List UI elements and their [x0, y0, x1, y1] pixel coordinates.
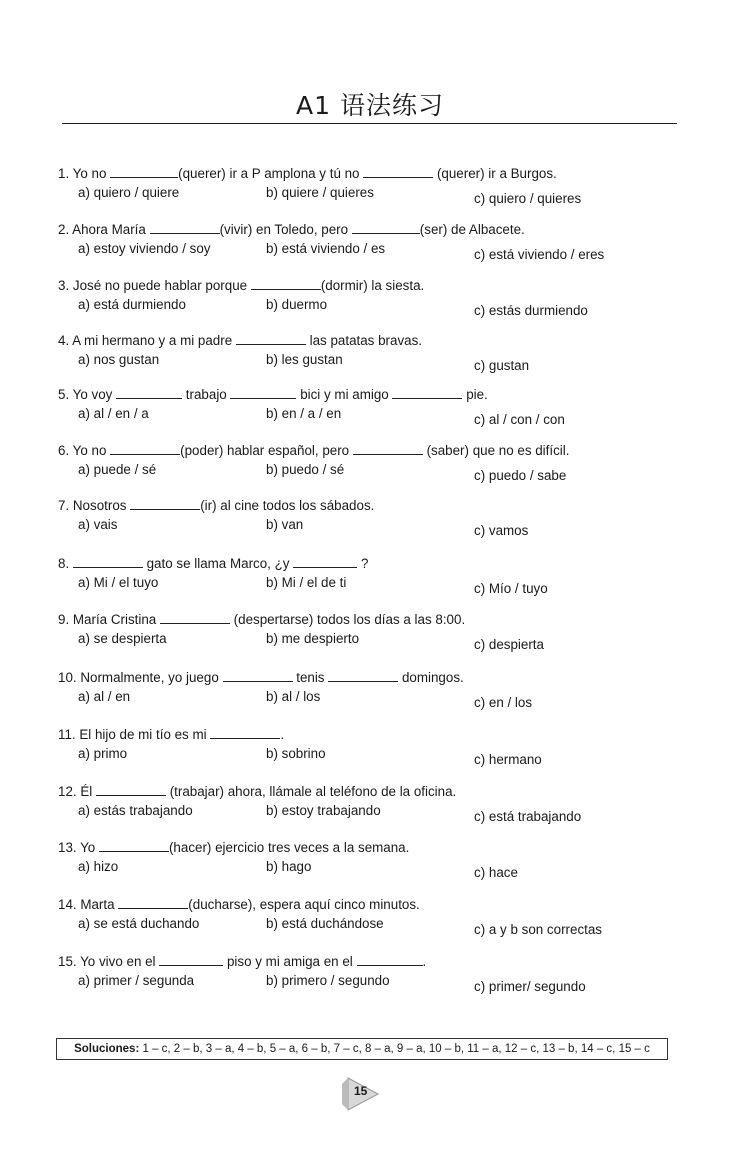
title-underline [62, 123, 677, 124]
option-a: a) primer / segunda [78, 973, 195, 988]
question-text: (saber) que no es difícil. [422, 443, 570, 458]
question-item [0, 498, 750, 548]
question-text: ? [357, 556, 369, 571]
question-item [0, 333, 750, 383]
question-text: . [280, 727, 285, 742]
solutions-box [56, 1038, 668, 1060]
option-a: a) primo [78, 746, 128, 761]
answer-blank [130, 498, 200, 510]
answer-blank [352, 222, 420, 234]
answer-blank [223, 670, 293, 682]
question-item [0, 387, 750, 437]
option-c: c) vamos [474, 523, 529, 538]
question-item [0, 897, 750, 947]
option-b: b) está viviendo / es [266, 241, 386, 256]
option-c: c) puedo / sabe [474, 468, 567, 483]
answer-blank [230, 387, 296, 399]
answer-blank [99, 840, 169, 852]
option-c: c) está viviendo / eres [474, 247, 605, 262]
question-text: 3. José no puede hablar porque [58, 278, 251, 293]
question-item [0, 670, 750, 720]
question-stem [58, 612, 465, 627]
question-text: . [422, 954, 427, 969]
option-c: c) quiero / quieres [474, 191, 582, 206]
question-text: 14. Marta [58, 897, 119, 912]
answer-blank [357, 954, 423, 966]
option-a: a) hizo [78, 859, 119, 874]
question-stem [58, 278, 424, 293]
question-text: (hacer) ejercicio tres veces a la semana. [168, 840, 410, 855]
option-b: b) sobrino [266, 746, 326, 761]
option-c: c) Mío / tuyo [474, 581, 548, 596]
question-text: trabajo [182, 387, 231, 402]
question-text: domingos. [398, 670, 464, 685]
question-stem [58, 222, 525, 237]
question-text: 11. El hijo de mi tío es mi [58, 727, 211, 742]
question-text: 15. Yo vivo en el [58, 954, 160, 969]
page-title: A1 语法练习 [296, 91, 444, 120]
page-number: 15 [354, 1084, 368, 1098]
question-text: (querer) ir a Burgos. [433, 166, 557, 181]
option-a: a) al / en [78, 689, 131, 704]
question-stem [58, 727, 284, 742]
page-number-badge [338, 1074, 386, 1114]
question-stem [58, 498, 374, 513]
solutions-text: 1 – c, 2 – b, 3 – a, 4 – b, 5 – a, 6 – b, 7 – c, 8 – a, 9 – a, 10 – b, 11 – a, 12 – c, 13 – b, 14 – c, 15 – c [139, 1043, 650, 1055]
option-b: b) estoy trabajando [266, 803, 381, 818]
option-a: a) se está duchando [78, 916, 200, 931]
option-b: b) hago [266, 859, 312, 874]
question-item [0, 784, 750, 834]
option-b: b) duermo [266, 297, 328, 312]
answer-blank [392, 387, 462, 399]
question-text: (ser) de Albacete. [419, 222, 525, 237]
answer-blank [160, 612, 230, 624]
option-a: a) está durmiendo [78, 297, 186, 312]
answer-blank [363, 166, 433, 178]
answer-blank [150, 222, 220, 234]
solutions-label: Soluciones: [74, 1043, 140, 1055]
option-c: c) está trabajando [474, 809, 582, 824]
question-text: (querer) ir a P amplona y tú no [178, 166, 364, 181]
question-text: 7. Nosotros [58, 498, 131, 513]
option-b: b) en / a / en [266, 406, 342, 421]
question-text: 6. Yo no [58, 443, 111, 458]
question-stem [58, 166, 557, 181]
question-stem [58, 670, 464, 685]
question-stem [58, 556, 368, 571]
question-text: 9. María Cristina [58, 612, 160, 627]
option-b: b) puedo / sé [266, 462, 345, 477]
question-item [0, 222, 750, 272]
answer-blank [159, 954, 223, 966]
answer-blank [96, 784, 166, 796]
question-text: (despertarse) todos los días a las 8:00. [229, 612, 466, 627]
option-a: a) Mi / el tuyo [78, 575, 159, 590]
question-text: (vivir) en Toledo, pero [219, 222, 352, 237]
option-a: a) se despierta [78, 631, 167, 646]
answer-blank [116, 387, 182, 399]
option-c: c) al / con / con [474, 412, 565, 427]
question-text: piso y mi amiga en el [223, 954, 357, 969]
answer-blank [293, 556, 357, 568]
question-item [0, 443, 750, 493]
option-a: a) al / en / a [78, 406, 149, 421]
question-text: (ducharse), espera aquí cinco minutos. [188, 897, 420, 912]
option-a: a) estás trabajando [78, 803, 193, 818]
question-stem [58, 840, 409, 855]
option-c: c) en / los [474, 695, 533, 710]
question-stem [58, 784, 456, 799]
question-text: (dormir) la siesta. [320, 278, 425, 293]
answer-blank [118, 897, 188, 909]
option-a: a) vais [78, 517, 118, 532]
question-item [0, 954, 750, 1004]
question-text: tenis [292, 670, 329, 685]
option-b: b) les gustan [266, 352, 343, 367]
question-text: 2. Ahora María [58, 222, 150, 237]
question-text: 13. Yo [58, 840, 99, 855]
question-item [0, 278, 750, 328]
question-text: (poder) hablar español, pero [180, 443, 353, 458]
option-a: a) nos gustan [78, 352, 160, 367]
option-b: b) quiere / quieres [266, 185, 374, 200]
option-c: c) primer/ segundo [474, 979, 586, 994]
question-text: las patatas bravas. [305, 333, 423, 348]
option-a: a) estoy viviendo / soy [78, 241, 211, 256]
answer-blank [328, 670, 398, 682]
answer-blank [73, 556, 143, 568]
question-stem [58, 387, 488, 402]
question-text: 10. Normalmente, yo juego [58, 670, 223, 685]
option-b: b) al / los [266, 689, 321, 704]
question-stem [58, 333, 422, 348]
question-stem [58, 897, 420, 912]
question-text: 8. [58, 556, 73, 571]
question-item [0, 840, 750, 890]
answer-blank [353, 443, 423, 455]
answer-blank [110, 443, 180, 455]
option-c: c) gustan [474, 358, 530, 373]
option-c: c) estás durmiendo [474, 303, 588, 318]
question-text: gato se llama Marco, ¿y [142, 556, 294, 571]
option-c: c) hermano [474, 752, 542, 767]
answer-blank [210, 727, 280, 739]
question-text: 5. Yo voy [58, 387, 117, 402]
question-text: 1. Yo no [58, 166, 111, 181]
question-item [0, 727, 750, 777]
question-text: 12. Él [58, 784, 96, 799]
question-text: 4. A mi hermano y a mi padre [58, 333, 236, 348]
question-stem [58, 443, 569, 458]
question-item [0, 166, 750, 216]
option-a: a) puede / sé [78, 462, 157, 477]
option-c: c) hace [474, 865, 518, 880]
option-c: c) despierta [474, 637, 544, 652]
question-text: bici y mi amigo [296, 387, 393, 402]
question-stem [58, 954, 426, 969]
option-b: b) está duchándose [266, 916, 384, 931]
option-b: b) van [266, 517, 304, 532]
question-item [0, 556, 750, 606]
answer-blank [251, 278, 321, 290]
option-c: c) a y b son correctas [474, 922, 603, 937]
option-b: b) Mi / el de ti [266, 575, 347, 590]
question-item [0, 612, 750, 662]
answer-blank [236, 333, 306, 345]
answer-blank [110, 166, 178, 178]
question-text: (trabajar) ahora, llámale al teléfono de la oficina. [165, 784, 457, 799]
option-b: b) me despierto [266, 631, 360, 646]
option-b: b) primero / segundo [266, 973, 390, 988]
question-text: pie. [462, 387, 488, 402]
option-a: a) quiero / quiere [78, 185, 180, 200]
question-text: (ir) al cine todos los sábados. [200, 498, 375, 513]
